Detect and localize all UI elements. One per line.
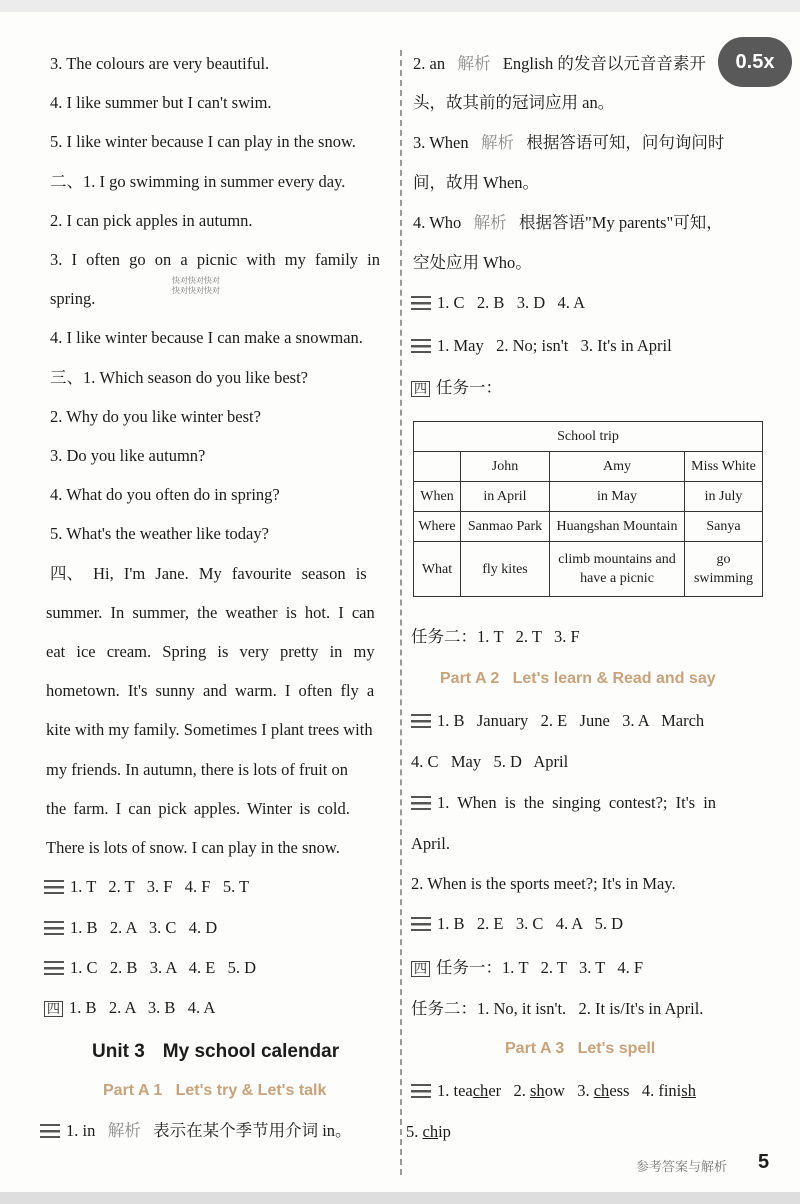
table-cell: in July xyxy=(685,482,763,512)
table-row xyxy=(414,452,763,482)
column-divider xyxy=(400,50,402,1175)
table-cell: in April xyxy=(461,482,550,512)
answer-line: 1. T 2. T 3. F 4. F 5. T xyxy=(44,877,249,897)
table-cell: fly kites xyxy=(461,542,550,597)
answer-line: 任务二：1. No, it isn't. 2. It is/It's in April. xyxy=(411,999,704,1018)
table-cell: Miss White xyxy=(685,452,763,482)
answer-line: 二、1. I go swimming in summer every day. xyxy=(50,172,346,191)
table-row xyxy=(414,542,763,597)
answer-line: 1. in 解析 表示在某个季节用介词 in。 xyxy=(40,1121,352,1141)
passage-line: There is lots of snow. I can play in the snow. xyxy=(46,838,340,857)
table-cell: climb mountains and have a picnic xyxy=(550,542,685,597)
table-cell: John xyxy=(461,452,550,482)
section-marker-icon xyxy=(411,1084,431,1098)
passage-line: hometown. It's sunny and warm. I often fly a xyxy=(46,681,375,700)
answer-line: 空处应用 Who。 xyxy=(413,253,532,272)
table-cell: Huangshan Mountain xyxy=(550,512,685,542)
answer-line: 5. I like winter because I can play in the snow. xyxy=(50,132,356,151)
answer-line: 任务二：1. T 2. T 3. F xyxy=(411,627,580,646)
passage-line: 四、 Hi, I'm Jane. My favourite season is xyxy=(50,564,367,583)
section-number: 四 xyxy=(44,1001,63,1017)
part-heading: Part A 2 Let's learn & Read and say xyxy=(440,670,716,687)
answer-line: 4. Who 解析 根据答语"My parents"可知， xyxy=(413,213,723,232)
top-band xyxy=(0,0,800,12)
section-marker-icon xyxy=(44,880,64,894)
table-cell: Sanmao Park xyxy=(461,512,550,542)
answer-line: spring. xyxy=(50,289,96,308)
answer-line: 1. teacher 2. show 3. chess 4. finish xyxy=(411,1081,696,1101)
answer-line: 3. When 解析 根据答语可知，问句询问时 xyxy=(413,133,725,152)
watermark-small: 快对快对快对 快对快对快对 xyxy=(172,276,220,295)
answer-line: 1. B 2. A 3. C 4. D xyxy=(44,918,217,938)
answer-line: 2. an 解析 English 的发音以元音音素开 xyxy=(413,54,706,73)
answer-line: 头，故其前的冠词应用 an。 xyxy=(413,93,615,112)
section-number: 四 xyxy=(411,381,430,397)
section-marker-icon xyxy=(44,961,64,975)
answer-line: 2. Why do you like winter best? xyxy=(50,407,261,426)
answer-line: 三、1. Which season do you like best? xyxy=(50,368,308,387)
answer-line: 5. What's the weather like today? xyxy=(50,524,269,543)
part-heading: Part A 1 Let's try & Let's talk xyxy=(103,1082,327,1099)
section-marker-icon xyxy=(411,796,431,810)
answer-line: 1. B January 2. E June 3. A March xyxy=(411,711,704,731)
answer-line: 四 任务一： xyxy=(411,378,502,398)
table-cell: When xyxy=(414,482,461,512)
answer-line: 4. C May 5. D April xyxy=(411,752,569,771)
table-row xyxy=(414,482,763,512)
part-heading: Part A 3 Let's spell xyxy=(505,1040,656,1057)
table-title: School trip xyxy=(414,422,763,452)
zoom-badge[interactable]: 0.5x xyxy=(718,37,792,87)
answer-line: 1. C 2. B 3. D 4. A xyxy=(411,293,585,313)
section-marker-icon xyxy=(44,921,64,935)
passage-line: kite with my family. Sometimes I plant trees with xyxy=(46,720,373,739)
answer-line: 2. When is the sports meet?; It's in May. xyxy=(411,874,676,893)
unit-heading: Unit 3 My school calendar xyxy=(92,1041,340,1062)
footer-watermark: 参考答案与解析 xyxy=(636,1160,728,1175)
answer-line: 1. C 2. B 3. A 4. E 5. D xyxy=(44,958,256,978)
answer-line: 4. I like summer but I can't swim. xyxy=(50,93,272,112)
answer-line: 2. I can pick apples in autumn. xyxy=(50,211,253,230)
answer-line: 间，故用 When。 xyxy=(413,173,540,192)
answer-line: 3. I often go on a picnic with my family in xyxy=(50,250,380,269)
table-cell: What xyxy=(414,542,461,597)
page-number: 5 xyxy=(758,1151,770,1173)
table-row xyxy=(414,512,763,542)
section-marker-icon xyxy=(411,714,431,728)
passage-line: the farm. I can pick apples. Winter is cold. xyxy=(46,799,350,818)
answer-line: 5. chip xyxy=(406,1122,451,1141)
answer-line: 4. What do you often do in spring? xyxy=(50,485,280,504)
answer-line: April. xyxy=(411,834,450,853)
table-cell: Sanya xyxy=(685,512,763,542)
answer-line: 1. When is the singing contest?; It's in xyxy=(411,793,716,813)
section-marker-icon xyxy=(411,296,431,310)
school-trip-table xyxy=(413,421,763,597)
answer-line: 1. May 2. No; isn't 3. It's in April xyxy=(411,336,672,356)
section-number: 四 xyxy=(411,961,430,977)
answer-line: 1. B 2. E 3. C 4. A 5. D xyxy=(411,914,623,934)
passage-line: eat ice cream. Spring is very pretty in my xyxy=(46,642,375,661)
answer-line: 四 任务一：1. T 2. T 3. T 4. F xyxy=(411,958,643,978)
table-cell: Amy xyxy=(550,452,685,482)
section-marker-icon xyxy=(411,917,431,931)
answer-line: 4. I like winter because I can make a snowman. xyxy=(50,328,363,347)
answer-line: 3. The colours are very beautiful. xyxy=(50,54,270,73)
bottom-band xyxy=(0,1192,800,1204)
table-cell xyxy=(414,452,461,482)
answer-line: 3. Do you like autumn? xyxy=(50,446,206,465)
table-cell: go swimming xyxy=(685,542,763,597)
passage-line: summer. In summer, the weather is hot. I can xyxy=(46,603,375,622)
section-marker-icon xyxy=(411,339,431,353)
answer-line: 四 1. B 2. A 3. B 4. A xyxy=(44,998,215,1018)
table-cell: Where xyxy=(414,512,461,542)
passage-line: my friends. In autumn, there is lots of fruit on xyxy=(46,760,348,779)
table-cell: in May xyxy=(550,482,685,512)
section-marker-icon xyxy=(40,1124,60,1138)
